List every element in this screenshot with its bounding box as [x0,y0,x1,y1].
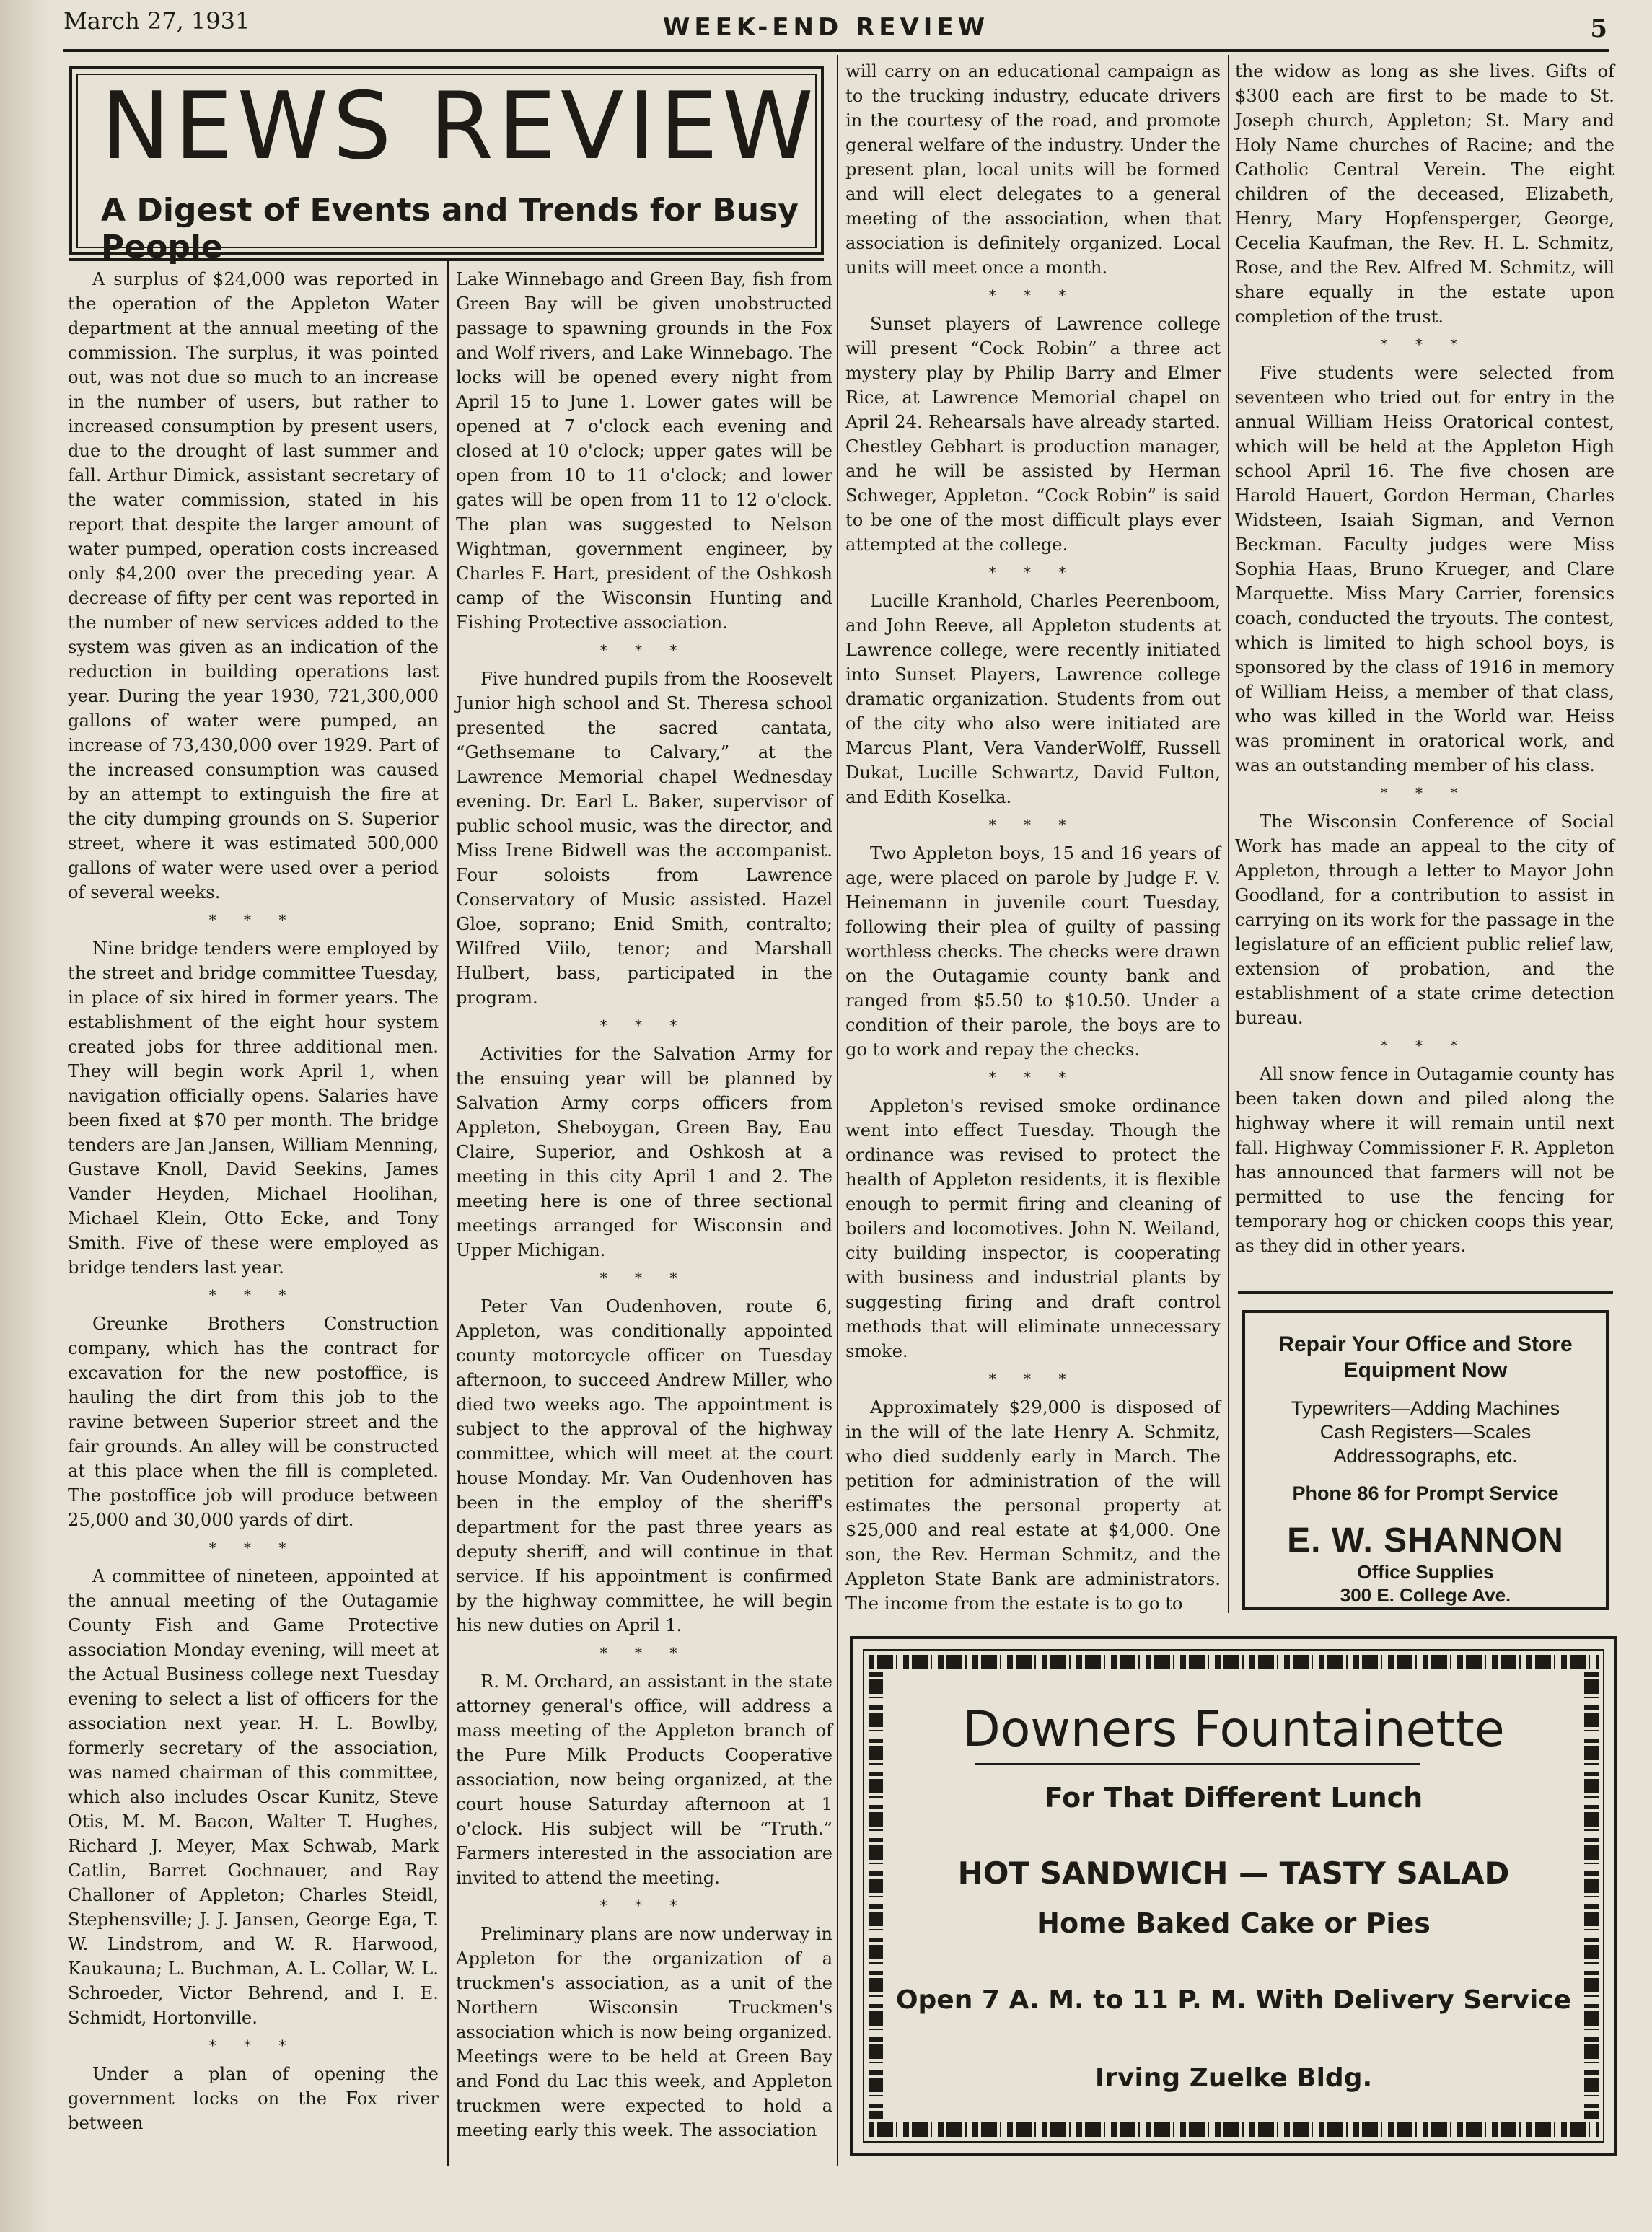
section-separator: * * * [208,1286,298,1304]
downers-fountainette-advertisement [850,1636,1617,2156]
ad-border-pattern-bottom [869,2122,1599,2137]
ad-line: Typewriters—Adding Machines [1291,1397,1560,1419]
column-3 [845,59,1221,1616]
news-item: will carry on an educational campaign as to the trucking industry, educate drivers in the courtesy of the road, and promote general welfare of the industry. Under the present plan, local units will be formed and will elect delegates to a general meeting of the association, when that association is definitely organized. Local units will meet once a month. [845,61,1221,278]
issue-date: March 27, 1931 [63,7,250,35]
page-edge-shadow [0,0,50,2232]
ad-divider [1238,1291,1613,1294]
column-1 [68,267,439,2135]
column-rule-2 [837,55,838,2166]
section-separator: * * * [988,816,1078,833]
ad-offer: Home Baked Cake or Pies [1037,1907,1431,1939]
news-item: A surplus of $24,000 was reported in the operation of the Appleton Water department at the annual meeting of the commission. The surplus, it was pointed out, was not due so much to an increase in the number of users, but rather to increased consumption by present users, due to the drought of last summer and fall. Arthur Dimick, assistant secretary of the water commission, stated in his report that despite the larger amount of water pumped, operation costs increased only $4,200 over the preceding year. A decrease of fifty per cent was reported in the number of new services added to the system was given as an indication of the reduction in building operations last year. During the year 1930, 721,300,000 gallons of water were pumped, an increase of 73,430,000 over 1929. Part of the increased consumption was caused by an attempt to extinguish the fire at the city dumping grounds on S. Superior street, where it was estimated 500,000 gallons of water were used over a period of several weeks. [68,269,439,902]
section-separator: * * * [208,2037,298,2054]
news-item: the widow as long as she lives. Gifts of $300 each are first to be made to St. Joseph church, Appleton; St. Mary and Holy Name churches of Racine; and the Catholic Central Verein. The eight children of the deceased, Elizabeth, Henry, Mary Hopfensperger, George, Cecelia Kaufman, the Rev. H. L. Schmitz, Rose, and the Rev. Alfred M. Schmitz, will share equally in the estate upon completion of the trust. [1235,61,1614,327]
section-separator: * * * [988,563,1078,581]
news-item: Lake Winnebago and Green Bay, fish from Green Bay will be given unobstructed passage to spawning grounds in the Fox and Wolf rivers, and Lake Winnebago. The locks will be opened every night from April 15 to June 1. Lower gates will be opened at 7 o'clock each evening and closed at 10 o'clock; upper gates will be open from 10 to 11 o'clock; and lower gates will be open from 11 to 12 o'clock. The plan was suggested to Nelson Wightman, government engineer, by Charles F. Hart, president of the Oshkosh camp of the Wisconsin Hunting and Fishing Protective association. [456,269,832,633]
ad-offer: HOT SANDWICH — TASTY SALAD [957,1855,1510,1891]
masthead-title: NEWS REVIEW [101,73,818,180]
shannon-advertisement [1242,1310,1609,1610]
ad-border-pattern-top [869,1655,1599,1669]
section-separator: * * * [208,911,298,928]
section-separator: * * * [599,641,689,659]
ad-business-tag: Office Supplies [1357,1561,1494,1583]
section-separator: * * * [599,1644,689,1661]
masthead-underline [69,258,824,261]
ad-location: Irving Zuelke Bldg. [1094,2063,1373,2093]
ad-headline: Repair Your Office and Store Equipment Now [1278,1332,1573,1382]
news-item: Greunke Brothers Construction company, which has the contract for excavation for the new postoffice, is hauling the dirt from this job to the ravine between Superior street and the fair grounds. An alley will be constructed at this place when the fill is completed. The postoffice job will produce between 25,000 and 30,000 yards of dirt. [68,1314,439,1530]
header-rule [63,49,1609,52]
ad-hours: Open 7 A. M. to 11 P. M. With Delivery Service [895,1985,1572,2015]
column-2 [456,267,832,2143]
ad-business-name: E. W. SHANNON [1287,1521,1564,1560]
news-item: Preliminary plans are now underway in Appleton for the organization of a truckmen's association, as a unit of the Northern Wisconsin Truckmen's association which is now being organized. Meetings were to be held at Green Bay and Fond du Lac this week, and Appleton truckmen were expected to hold a meeting early this week. The association [456,1924,832,2140]
ad-title: Downers Fountainette [962,1701,1505,1758]
section-separator: * * * [988,1370,1078,1387]
ad-address: 300 E. College Ave. [1340,1584,1511,1606]
news-item: Two Appleton boys, 15 and 16 years of age, were placed on parole by Judge F. V. Heinemann in juvenile court Tuesday, following their plea of guilty of passing worthless checks. The checks were drawn on the Outagamie county bank and ranged from $5.50 to $10.50. Under a condition of their parole, the boys are to go to work and repay the checks. [845,843,1221,1060]
ad-phone: Phone 86 for Prompt Service [1292,1482,1559,1504]
section-separator: * * * [1380,335,1469,353]
column-4 [1235,59,1614,1258]
ad-line: Cash Registers—Scales [1319,1421,1532,1443]
news-item: Five students were selected from seventeen who tried out for entry in the annual William Heiss Oratorical contest, which will be held at the Appleton High school April 16. The five chosen are Harold Hauert, Gordon Herman, Charles Widsteen, Isaiah Sigman, and Vernon Beckman. Faculty judges were Miss Sophia Haas, Bruno Krueger, and Clare Marquette. Miss Mary Carrier, forensics coach, conducted the tryouts. The contest, which is limited to high school boys, is sponsored by the class of 1916 in memory of William Heiss, a member of that class, who was killed in the World war. Heiss was prominent in oratorical work, and was an outstanding member of his class. [1235,363,1614,776]
column-rule-1 [447,261,449,2166]
news-item: Peter Van Oudenhoven, route 6, Appleton, was conditionally appointed county motorcycle officer on Tuesday afternoon, to succeed Andrew Miller, who died two weeks ago. The appointment is subject to the approval of the highway committee, which will meet at the court house Monday. Mr. Van Oudenhoven has been in the employ of the sheriff's department for the past three years as deputy sheriff, and will continue in that service. If his appointment is confirmed by the highway committee, he will begin his new duties on April 1. [456,1296,832,1635]
section-separator: * * * [988,1068,1078,1086]
section-separator: * * * [208,1539,298,1556]
ad-tagline: For That Different Lunch [1044,1782,1423,1814]
news-item: Under a plan of opening the government locks on the Fox river between [68,2064,439,2133]
news-item: The Wisconsin Conference of Social Work has made an appeal to the city of Appleton, through a letter to Mayor John Goodland, for a contribution to assist in carrying on its work for the passage in the legislature of an efficient public relief law, extension of probation, and the establishment of a state crime detection bureau. [1235,812,1614,1028]
news-item: A committee of nineteen, appointed at the annual meeting of the Outagamie County Fish and Game Protective association Monday evening, will meet at the Actual Business college next Tuesday evening to select a list of officers for the association next year. H. L. Bowlby, formerly secretary of the association, was named chairman of this committee, which also includes Oscar Kunitz, Steve Otis, M. M. Bacon, Walter T. Hughes, Richard J. Meyer, Max Schwab, Mark Catlin, Barret Gochnauer, and Ray Challoner of Appleton; Charles Steidl, Stephensville; J. J. Jansen, George Ega, T. W. Lindstrom, and W. R. Harwood, Kaukauna; L. Buchman, A. L. Collar, W. L. Schroeder, Victor Behrend, and I. E. Schmidt, Hortonville. [68,1566,439,2028]
ad-title-rule [975,1763,1420,1765]
section-separator: * * * [599,1269,689,1286]
section-separator: * * * [599,1897,689,1914]
masthead-subtitle: A Digest of Events and Trends for Busy People [101,192,799,265]
news-item: R. M. Orchard, an assistant in the state attorney general's office, will address a mass meeting of the Appleton branch of the Pure Milk Products Cooperative association, now being organized, at the court house Saturday afternoon at 1 o'clock. His subject will be “Truth.” Farmers interested in the association are invited to attend the meeting. [456,1671,832,1888]
publication-name: WEEK-END REVIEW [662,13,990,42]
news-item: Approximately $29,000 is disposed of in the will of the late Henry A. Schmitz, who died suddenly early in March. The petition for administration of the will estimates the personal property at $25,000 and real estate at $4,000. One son, the Rev. Herman Schmitz, and the Appleton State Bank are administrators. The income from the estate is to go to [845,1397,1221,1614]
news-item: All snow fence in Outagamie county has been taken down and piled along the highway where it will remain until next fall. Highway Commissioner F. R. Appleton has announced that farmers will not be permitted to use the fencing for temporary hog or chicken coops this year, as they did in other years. [1235,1064,1614,1256]
news-item: Nine bridge tenders were employed by the street and bridge committee Tuesday, in place of six hired in former years. The establishment of the eight hour system created jobs for three additional men. They will begin work April 1, when navigation officially opens. Salaries have been fixed at $70 per month. The bridge tenders are Jan Jansen, William Menning, Gustave Knoll, David Seekins, James Vander Heyden, Michael Hoolihan, Michael Klein, Otto Ecke, and Tony Smith. Five of these were employed as bridge tenders last year. [68,939,439,1278]
news-item: Activities for the Salvation Army for the ensuing year will be planned by Salvation Army corps officers from Appleton, Sheboygan, Green Bay, Eau Claire, Superior, and Oshkosh at a meeting in this city April 1 and 2. The meeting here is one of three sectional meetings arranged for Wisconsin and Upper Michigan. [456,1044,832,1260]
section-separator: * * * [1380,1037,1469,1054]
section-separator: * * * [1380,784,1469,801]
news-item: Five hundred pupils from the Roosevelt Junior high school and St. Theresa school presented the sacred cantata, “Gethsemane to Calvary,” at the Lawrence Memorial chapel Wednesday evening. Dr. Earl L. Baker, supervisor of public school music, was the director, and Miss Irene Bidwell was the accompanist. Four soloists from Lawrence Conservatory of Music assisted. Hazel Gloe, soprano; Enid Smith, contralto; Wilfred Viilo, tenor; and Marshall Hulbert, bass, participated in the program. [456,669,832,1008]
news-item: Sunset players of Lawrence college will present “Cock Robin” a three act mystery play by Philip Barry and Elmer Rice, at Lawrence Memorial chapel on April 24. Rehearsals have already started. Chestley Gebhart is production manager, and he will be assisted by Herman Schweger, Appleton. “Cock Robin” is said to be one of the most difficult plays ever attempted at the college. [845,314,1221,555]
page-number: 5 [1590,14,1607,43]
news-review-masthead [69,66,824,265]
news-item: Lucille Kranhold, Charles Peerenboom, and John Reeve, all Appleton students at Lawrence college, were recently initiated into Sunset Players, Lawrence college dramatic organization. Students from out of the city who also were initiated are Marcus Plant, Vera VanderWolff, Russell Dukat, Lucille Schwartz, David Fulton, and Edith Koselka. [845,591,1221,807]
section-separator: * * * [988,286,1078,304]
ad-line: Addressographs, etc. [1333,1445,1518,1467]
news-item: Appleton's revised smoke ordinance went into effect Tuesday. Though the ordinance was revised to protect the health of Appleton residents, it is flexible enough to permit firing and cleaning of boilers and locomotives. John N. Weiland, city building inspector, is cooperating with business and industrial plants by suggesting firing and draft control methods that will eliminate unnecessary smoke. [845,1096,1221,1361]
section-separator: * * * [599,1016,689,1034]
column-rule-3 [1228,55,1229,1613]
